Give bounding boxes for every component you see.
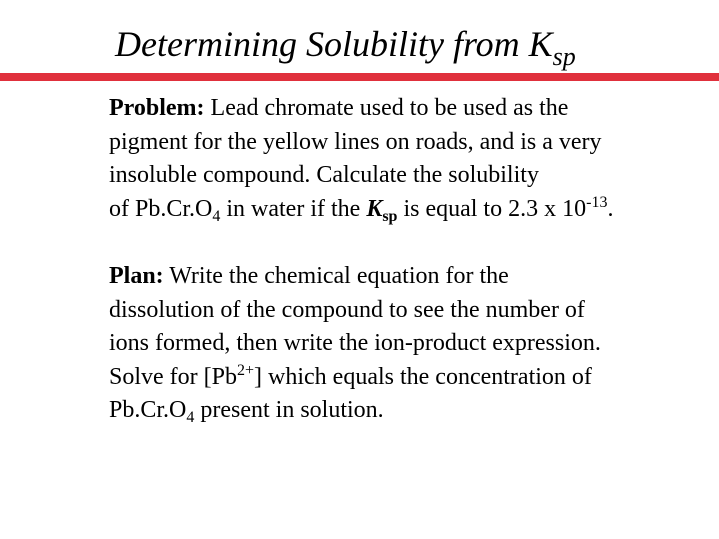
title-text: Determining Solubility from K bbox=[115, 24, 553, 64]
plan-line-3: ions formed, then write the ion-product expression. bbox=[109, 330, 601, 356]
problem-line-2: pigment for the yellow lines on roads, and is a very bbox=[109, 128, 602, 155]
slide-title bbox=[115, 22, 576, 71]
plan-line-4: Solve for $[Pb^{2+}]$ which equals the concentration of bbox=[109, 361, 592, 390]
problem-line-3: insoluble compound. Calculate the solubility bbox=[109, 162, 539, 188]
problem-paragraph bbox=[109, 92, 699, 226]
ksp-symbol: K bbox=[366, 195, 383, 222]
title-subscript: sp bbox=[552, 42, 576, 71]
formula-subscript: 4 bbox=[186, 409, 195, 426]
problem-line-4: of $Pb.Cr.O_4$ in water if the $K_{sp}$ is equal to 2.3 x $10^{-13}$. bbox=[109, 193, 614, 225]
plan-paragraph bbox=[109, 260, 699, 428]
formula-subscript: 4 bbox=[212, 207, 221, 225]
plan-line-2: dissolution of the compound to see the number of bbox=[109, 296, 585, 323]
charge-superscript: 2+ bbox=[237, 361, 255, 379]
plan-line-1: Plan: Write the chemical equation for the bbox=[109, 263, 509, 289]
plan-line-5: $Pb.Cr.O_4$ present in solution. bbox=[109, 397, 384, 426]
title-underline-rule bbox=[0, 73, 719, 81]
problem-label: Problem: bbox=[109, 95, 205, 121]
ksp-subscript: sp bbox=[382, 207, 398, 225]
problem-line-1: Problem: Lead chromate used to be used as the bbox=[109, 95, 569, 121]
plan-label: Plan: bbox=[109, 263, 164, 289]
exponent: -13 bbox=[586, 193, 608, 211]
